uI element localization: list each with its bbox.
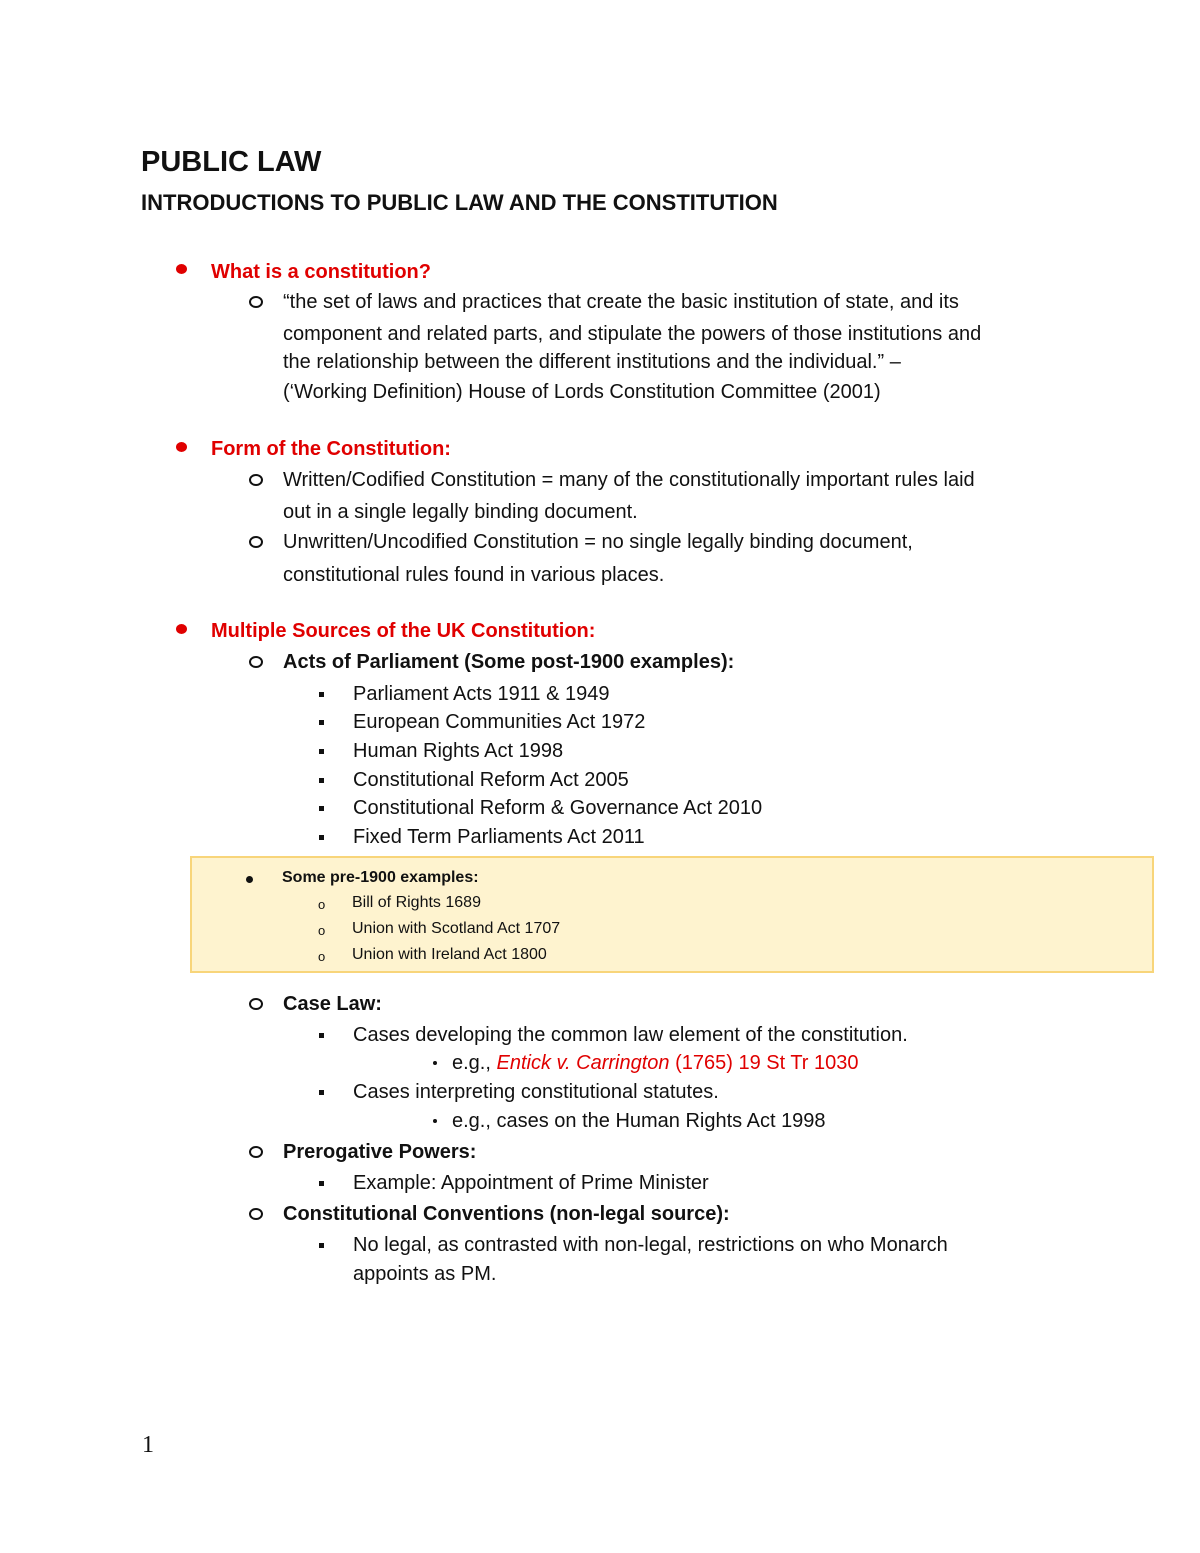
callout-item: Union with Scotland Act 1707 (352, 920, 561, 937)
red-bullet-icon (176, 442, 187, 452)
act-item: Fixed Term Parliaments Act 2011 (353, 826, 645, 848)
red-bullet-icon (176, 624, 187, 634)
case-example (452, 1051, 859, 1075)
square-bullet-icon (319, 835, 324, 840)
unwritten-line: Unwritten/Uncodified Constitution = no single legally binding document, (283, 531, 913, 553)
written-line: out in a single legally binding document. (283, 501, 638, 523)
conventions-label: Constitutional Conventions (non-legal source): (283, 1203, 730, 1225)
act-item: Constitutional Reform & Governance Act 2010 (353, 797, 763, 819)
case-law-item: Cases developing the common law element of the constitution. (353, 1024, 908, 1046)
quote-line: “the set of laws and practices that create the basic institution of state, and its (283, 291, 959, 313)
section-heading-form: Form of the Constitution: (211, 438, 451, 460)
square-bullet-icon (319, 806, 324, 811)
ring-bullet-icon (249, 656, 263, 668)
square-bullet-icon (319, 778, 324, 783)
page-title: PUBLIC LAW (141, 146, 322, 178)
conventions-item: No legal, as contrasted with non-legal, restrictions on who Monarch (353, 1234, 948, 1256)
red-bullet-icon (176, 264, 187, 274)
act-item: European Communities Act 1972 (353, 711, 646, 733)
ring-bullet-icon (249, 296, 263, 308)
square-bullet-icon (319, 1243, 324, 1248)
small-ring-bullet-icon: o (318, 897, 326, 912)
act-item: Parliament Acts 1911 & 1949 (353, 683, 610, 705)
small-ring-bullet-icon: o (318, 923, 326, 938)
ring-bullet-icon (249, 474, 263, 486)
act-item: Constitutional Reform Act 2005 (353, 769, 629, 791)
small-dot-bullet-icon (433, 1061, 437, 1065)
written-line: Written/Codified Constitution = many of the constitutionally important rules laid (283, 469, 975, 491)
ring-bullet-icon (249, 1208, 263, 1220)
section-heading-what: What is a constitution? (211, 261, 431, 283)
eg-prefix: e.g., (452, 1052, 497, 1074)
section-heading-sources: Multiple Sources of the UK Constitution: (211, 620, 596, 642)
act-item: Human Rights Act 1998 (353, 740, 564, 762)
conventions-item: appoints as PM. (353, 1263, 497, 1285)
ring-bullet-icon (249, 1146, 263, 1158)
square-bullet-icon (319, 1181, 324, 1186)
prerogative-item: Example: Appointment of Prime Minister (353, 1172, 709, 1194)
unwritten-line: constitutional rules found in various places. (283, 564, 665, 586)
page-subtitle: INTRODUCTIONS TO PUBLIC LAW AND THE CONSTITUTION (141, 190, 778, 215)
square-bullet-icon (319, 720, 324, 725)
case-name: Entick v. Carrington (496, 1052, 670, 1074)
square-bullet-icon (319, 1033, 324, 1038)
case-law-label: Case Law: (283, 993, 382, 1015)
callout-label: Some pre-1900 examples: (282, 869, 479, 886)
case-law-subitem: e.g., cases on the Human Rights Act 1998 (452, 1110, 826, 1132)
quote-line: the relationship between the different institutions and the individual.” – (283, 351, 901, 373)
pre-1900-callout (190, 856, 1154, 973)
page-number: 1 (142, 1432, 154, 1458)
black-bullet-icon (246, 876, 253, 883)
quote-line: (‘Working Definition) House of Lords Constitution Committee (2001) (283, 381, 881, 403)
callout-item: Bill of Rights 1689 (352, 894, 481, 911)
ring-bullet-icon (249, 998, 263, 1010)
case-law-item: Cases interpreting constitutional statutes. (353, 1081, 719, 1103)
ring-bullet-icon (249, 536, 263, 548)
square-bullet-icon (319, 692, 324, 697)
case-citation: (1765) 19 St Tr 1030 (669, 1052, 859, 1074)
quote-line: component and related parts, and stipulate the powers of those institutions and (283, 323, 982, 345)
callout-item: Union with Ireland Act 1800 (352, 946, 547, 963)
acts-label: Acts of Parliament (Some post-1900 examples): (283, 651, 735, 673)
small-dot-bullet-icon (433, 1119, 437, 1123)
square-bullet-icon (319, 1090, 324, 1095)
prerogative-label: Prerogative Powers: (283, 1141, 477, 1163)
square-bullet-icon (319, 749, 324, 754)
small-ring-bullet-icon: o (318, 949, 326, 964)
